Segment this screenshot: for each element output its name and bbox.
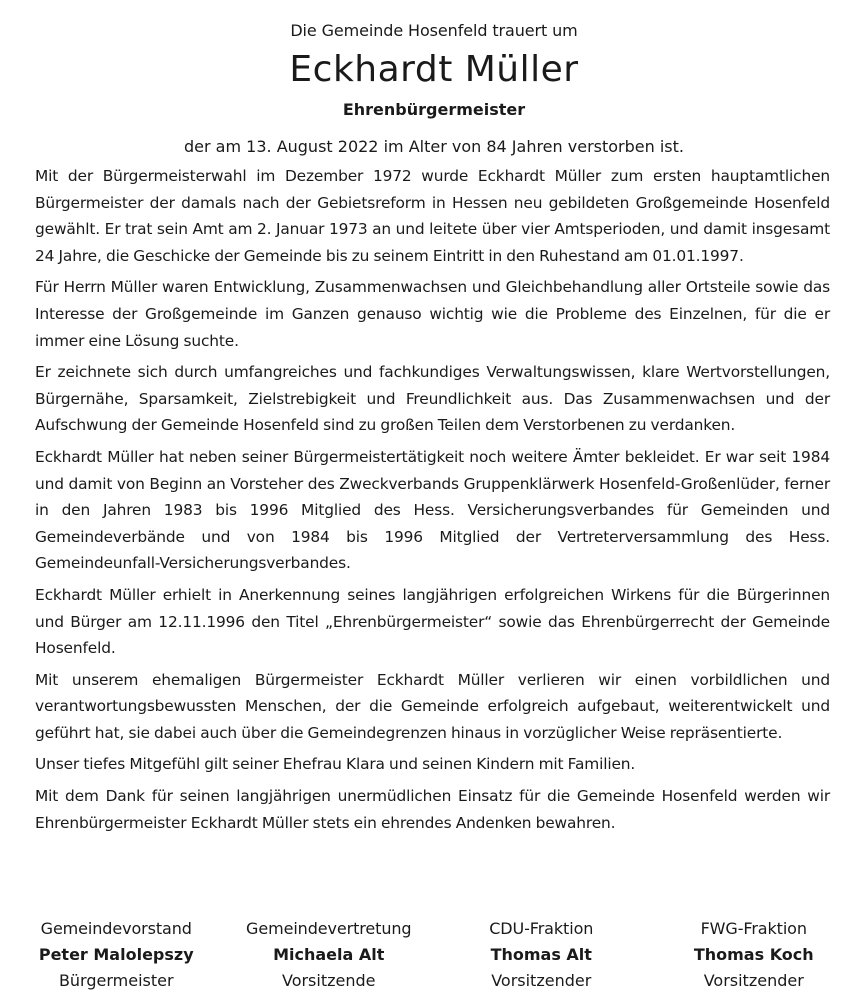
signature-role: Vorsitzender [491, 971, 592, 990]
signature-person: Michaela Alt [273, 945, 385, 964]
signature-person: Peter Malolepszy [38, 945, 194, 964]
signature-role: Bürgermeister [58, 971, 174, 990]
honorary-title: Ehrenbürgermeister [342, 100, 526, 119]
signature-fwg-fraktion [648, 916, 861, 994]
paragraph: Er zeichnete sich durch umfangreiches und fachkundiges Verwaltungswissen, klare Wertvorstellungen, Bürgernähe, Sparsamkeit, Zielstrebigkeit und Freundlichkeit aus. Das Zusammenwachsen und der Aufschwung der Gemeinde Hosenfeld sind zu großen Teilen dem Verstorbenen zu verdanken. [35, 363, 830, 435]
paragraph: Eckhardt Müller erhielt in Anerkennung seines langjährigen erfolgreichen Wirkens für die Bürgerinnen und Bürger am 12.11.1996 den Titel „Ehrenbürgermeister“ sowie das Ehrenbürgerrecht der Gemeinde Hosenfeld. [35, 585, 830, 658]
intro-line: Die Gemeinde Hosenfeld trauert um [290, 21, 578, 40]
signature-org: FWG-Fraktion [700, 919, 807, 938]
signature-org: Gemeindevertretung [246, 919, 412, 938]
signature-role: Vorsitzender [703, 971, 804, 990]
signature-person: Thomas Koch [693, 945, 814, 964]
paragraph: Unser tiefes Mitgefühl gilt seiner Ehefrau Klara und seinen Kindern mit Familien. [35, 755, 636, 774]
signature-gemeindevorstand [10, 916, 223, 994]
obituary-body [35, 163, 830, 841]
paragraph: Mit unserem ehemaligen Bürgermeister Eckhardt Müller verlieren wir einen vorbildlichen und verantwortungsbewussten Menschen, der die Gemeinde erfolgreich aufgebaut, weiterentwickelt und geführt hat, sie dabei auch über die Gemeindegrenzen hinaus in vorzüglicher Weise repräsentierte. [35, 670, 830, 742]
signature-person: Thomas Alt [490, 945, 592, 964]
signature-role: Vorsitzende [281, 971, 376, 990]
deceased-name: Eckhardt Müller [289, 49, 579, 90]
signature-org: CDU-Fraktion [489, 919, 594, 938]
signature-cdu-fraktion [435, 916, 648, 994]
paragraph: Mit der Bürgermeisterwahl im Dezember 1972 wurde Eckhardt Müller zum ersten hauptamtlichen Bürgermeister der damals nach der Gebietsreform in Hessen neu gebildeten Großgemeinde Hosenfeld gewählt. Er trat sein Amt am 2. Januar 1973 an und leitete über vier Amtsperioden, und damit insgesamt 24 Jahre, die Geschicke der Gemeinde bis zu seinem Eintritt in den Ruhestand am 01.01.1997. [35, 167, 830, 265]
paragraph: Mit dem Dank für seinen langjährigen unermüdlichen Einsatz für die Gemeinde Hosenfeld werden wir Ehrenbürgermeister Eckhardt Müller stets ein ehrendes Andenken bewahren. [35, 787, 830, 832]
paragraph: Für Herrn Müller waren Entwicklung, Zusammenwachsen und Gleichbehandlung aller Ortsteile sowie das Interesse der Großgemeinde im Ganzen genauso wichtig wie die Probleme des Einzelnen, für die er immer eine Lösung suchte. [35, 278, 830, 350]
signature-block [10, 916, 860, 994]
paragraph: Eckhardt Müller hat neben seiner Bürgermeistertätigkeit noch weitere Ämter bekleidet. Er war seit 1984 und damit von Beginn an Vorsteher des Zweckverbands Gruppenklärwerk Hosenfeld-Großenlüder, ferner in den Jahren 1983 bis 1996 Mitglied des Hess. Versicherungsverbandes für Gemeinden und Gemeindeverbände und von 1984 bis 1996 Mitglied der Vertreterversammlung des Hess. Gemeindeunfall-Versicherungsverbandes. [35, 447, 830, 573]
signature-gemeindevertretung [223, 916, 436, 994]
death-notice: der am 13. August 2022 im Alter von 84 Jahren verstorben ist. [184, 137, 684, 156]
signature-org: Gemeindevorstand [40, 919, 192, 938]
